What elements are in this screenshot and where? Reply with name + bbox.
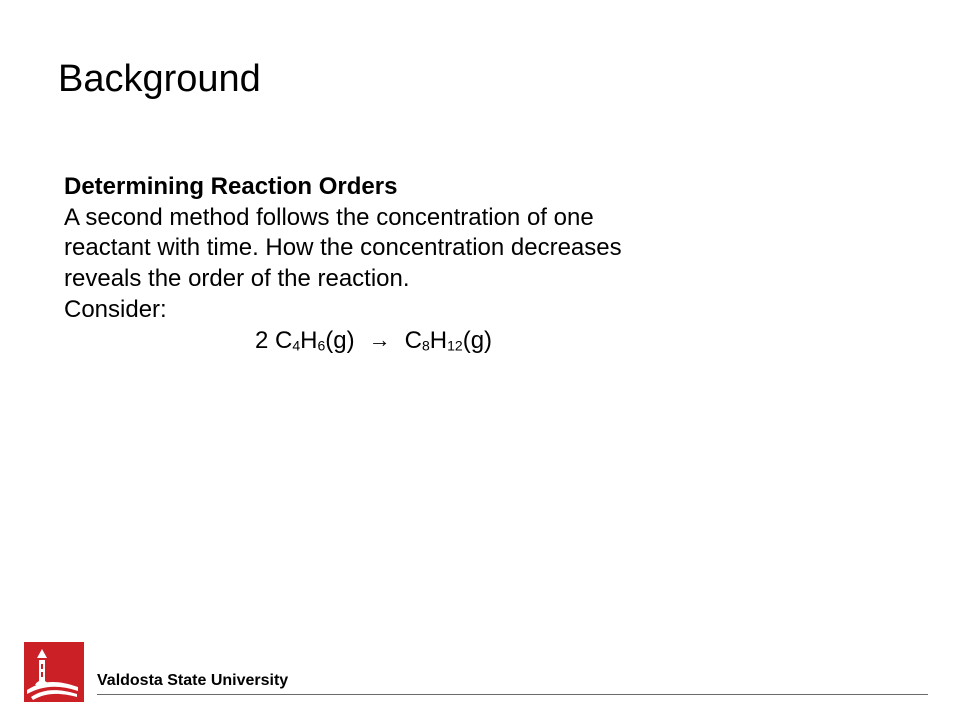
slide-title: Background — [58, 58, 261, 100]
footer-institution: Valdosta State University — [97, 672, 289, 689]
reactant-subscript-hydrogen: 6 — [317, 337, 326, 354]
product-hydrogen: H — [429, 326, 448, 354]
product-subscript-hydrogen: 12 — [447, 337, 463, 354]
product-carbon: C — [404, 326, 422, 354]
reactant-state: (g) — [325, 326, 355, 354]
slide-content — [64, 172, 904, 356]
product-subscript-carbon: 8 — [421, 337, 430, 354]
vsu-logo-icon — [24, 642, 84, 702]
section-heading: Determining Reaction Orders — [64, 173, 398, 200]
footer-divider — [97, 694, 928, 695]
chemical-equation — [255, 326, 904, 357]
product-state: (g) — [462, 326, 493, 354]
reactant-subscript-carbon: 4 — [292, 337, 301, 354]
reaction-arrow-icon: → — [368, 326, 391, 352]
reactant-hydrogen: H — [300, 326, 318, 354]
body-paragraph: A second method follows the concentration of one reactant with time. How the concentration decreases reveals the order of the reaction. — [64, 203, 622, 293]
equation-coefficient: 2 C — [255, 326, 293, 354]
consider-label: Consider: — [64, 295, 167, 323]
